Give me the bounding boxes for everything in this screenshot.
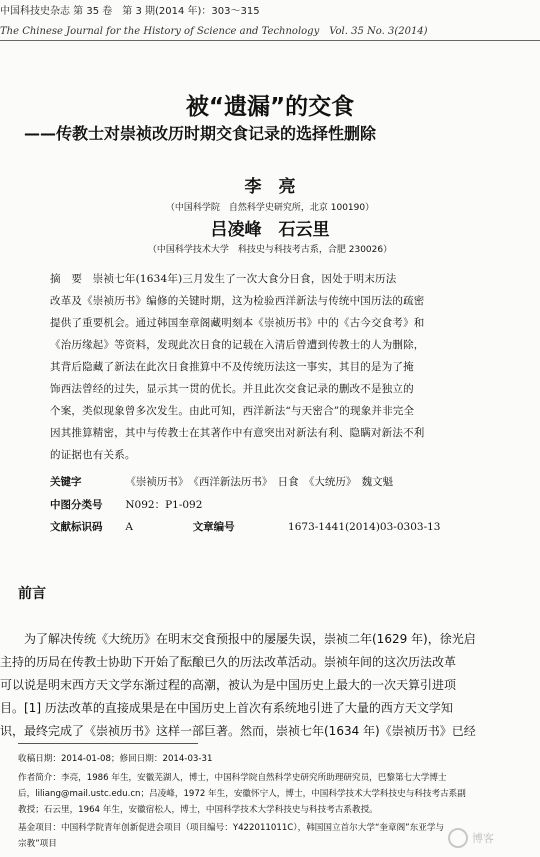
keywords-value: 《崇祯历书》 《西洋新法历书》 日食 《大统历》 魏文魁 (125, 476, 394, 488)
classification-label: 中图分类号 (50, 499, 103, 511)
watermark-text: 博客 (472, 832, 494, 845)
wechat-logo-icon (448, 828, 468, 848)
body-line: 为了解决传统《大统历》在明末交食预报中的屡屡失误，崇祯二年(1629 年)，徐光启 (0, 632, 476, 646)
body-line: 识，最终完成了《崇祯历书》这样一部巨著。然而，崇祯七年(1634 年)《崇祯历书》已经 (0, 724, 476, 738)
doc-code-label: 文献标识码 (50, 521, 103, 533)
article-title: 被“遗漏”的交食 (185, 94, 355, 120)
header-rule (0, 40, 540, 41)
classification-row (50, 497, 202, 512)
article-number-value: 1673-1441(2014)03-0303-13 (288, 521, 441, 533)
doc-code-row (50, 519, 440, 534)
body-line: 目。[1] 历法改革的直接成果是在中国历史上首次有系统地引进了大量的西方天文学知 (0, 701, 453, 715)
footnote-line: 教授；石云里，1964 年生，安徽宿松人，博士，中国科学技术大学科技史与科技考古系教授。 (18, 805, 378, 815)
body-line: 主持的历局在传教士协助下开始了酝酿已久的历法改革活动。崇祯年间的这次历法改革 (0, 655, 457, 669)
keywords-label: 关键字 (50, 476, 82, 488)
article-subtitle: ——传教士对崇祯改历时期交食记录的选择性删除 (24, 124, 377, 143)
journal-header-cn: 中国科技史杂志 第 35 卷 第 3 期(2014 年)：303～315 (0, 6, 260, 17)
abstract-line: 的证据也有关系。 (50, 449, 136, 461)
abstract-line: 提供了重要机会。通过韩国奎章阁藏明刻本《崇祯历书》中的《古今交食考》和 (50, 317, 425, 329)
footnote-line: 后，liliang@mail.ustc.edu.cn；吕凌峰，1972 年生，安徽怀宁人，博士，中国科学技术大学科技史与科技考古系副 (18, 789, 466, 799)
footnote-line: 宗教”项目 (18, 839, 57, 849)
watermark (448, 826, 538, 850)
affiliation-2: （中国科学技术大学 科技史与科技考古系，合肥 230026） (147, 245, 393, 255)
section-title: 前言 (18, 586, 46, 602)
footnote-line: 收稿日期：2014-01-08；修回日期：2014-03-31 (18, 754, 213, 764)
abstract-line: 摘 要 崇祯七年(1634年)三月发生了一次大食分日食，因处于明末历法 (50, 273, 397, 285)
abstract-line: 《治历缘起》等资料，发现此次日食的记载在入清后曾遭到传教士的人为删除， (50, 339, 425, 351)
abstract-line: 个案，类似现象曾多次发生。由此可知，西洋新法“与天密合”的现象并非完全 (50, 405, 415, 417)
body-line: 可以说是明末西方天文学东渐过程的高潮，被认为是中国历史上最大的一次天算引进项 (0, 678, 457, 692)
classification-value: N092：P1-092 (125, 499, 203, 511)
abstract-line: 因其推算精密，其中与传教士在其著作中有意突出对新法有利、隐瞒对新法不利 (50, 427, 425, 439)
footnote-line: 基金项目：中国科学院青年创新促进会项目（项目编号：Y422011011C），韩国国立首尔大学“奎章阁”东亚学与 (18, 823, 445, 833)
author-2: 吕凌峰 石云里 (210, 220, 330, 240)
footnote-line: 作者简介：李亮，1986 年生，安徽芜湖人，博士，中国科学院自然科学史研究所助理研究员，巴黎第七大学博士 (18, 773, 447, 783)
abstract-line: 其背后隐藏了新法在此次日食推算中不及传统历法这一事实，其目的是为了掩 (50, 361, 414, 373)
article-number-label: 文章编号 (192, 521, 235, 533)
affiliation-1: （中国科学院 自然科学史研究所，北京 100190） (165, 203, 375, 213)
journal-header-en: The Chinese Journal for the History of Science and Technology Vol. 35 No. 3(2014) (0, 26, 428, 37)
author-1: 李 亮 (244, 177, 296, 197)
abstract-line: 饰西法曾经的过失，显示其一贯的优长。并且此次交食记录的删改不是独立的 (50, 383, 414, 395)
footnote-rule (18, 743, 198, 744)
abstract-line: 改革及《崇祯历书》编修的关键时期，这为检验西洋新法与传统中国历法的疏密 (50, 295, 425, 307)
doc-code-value: A (125, 521, 133, 533)
keywords-row (50, 474, 393, 489)
